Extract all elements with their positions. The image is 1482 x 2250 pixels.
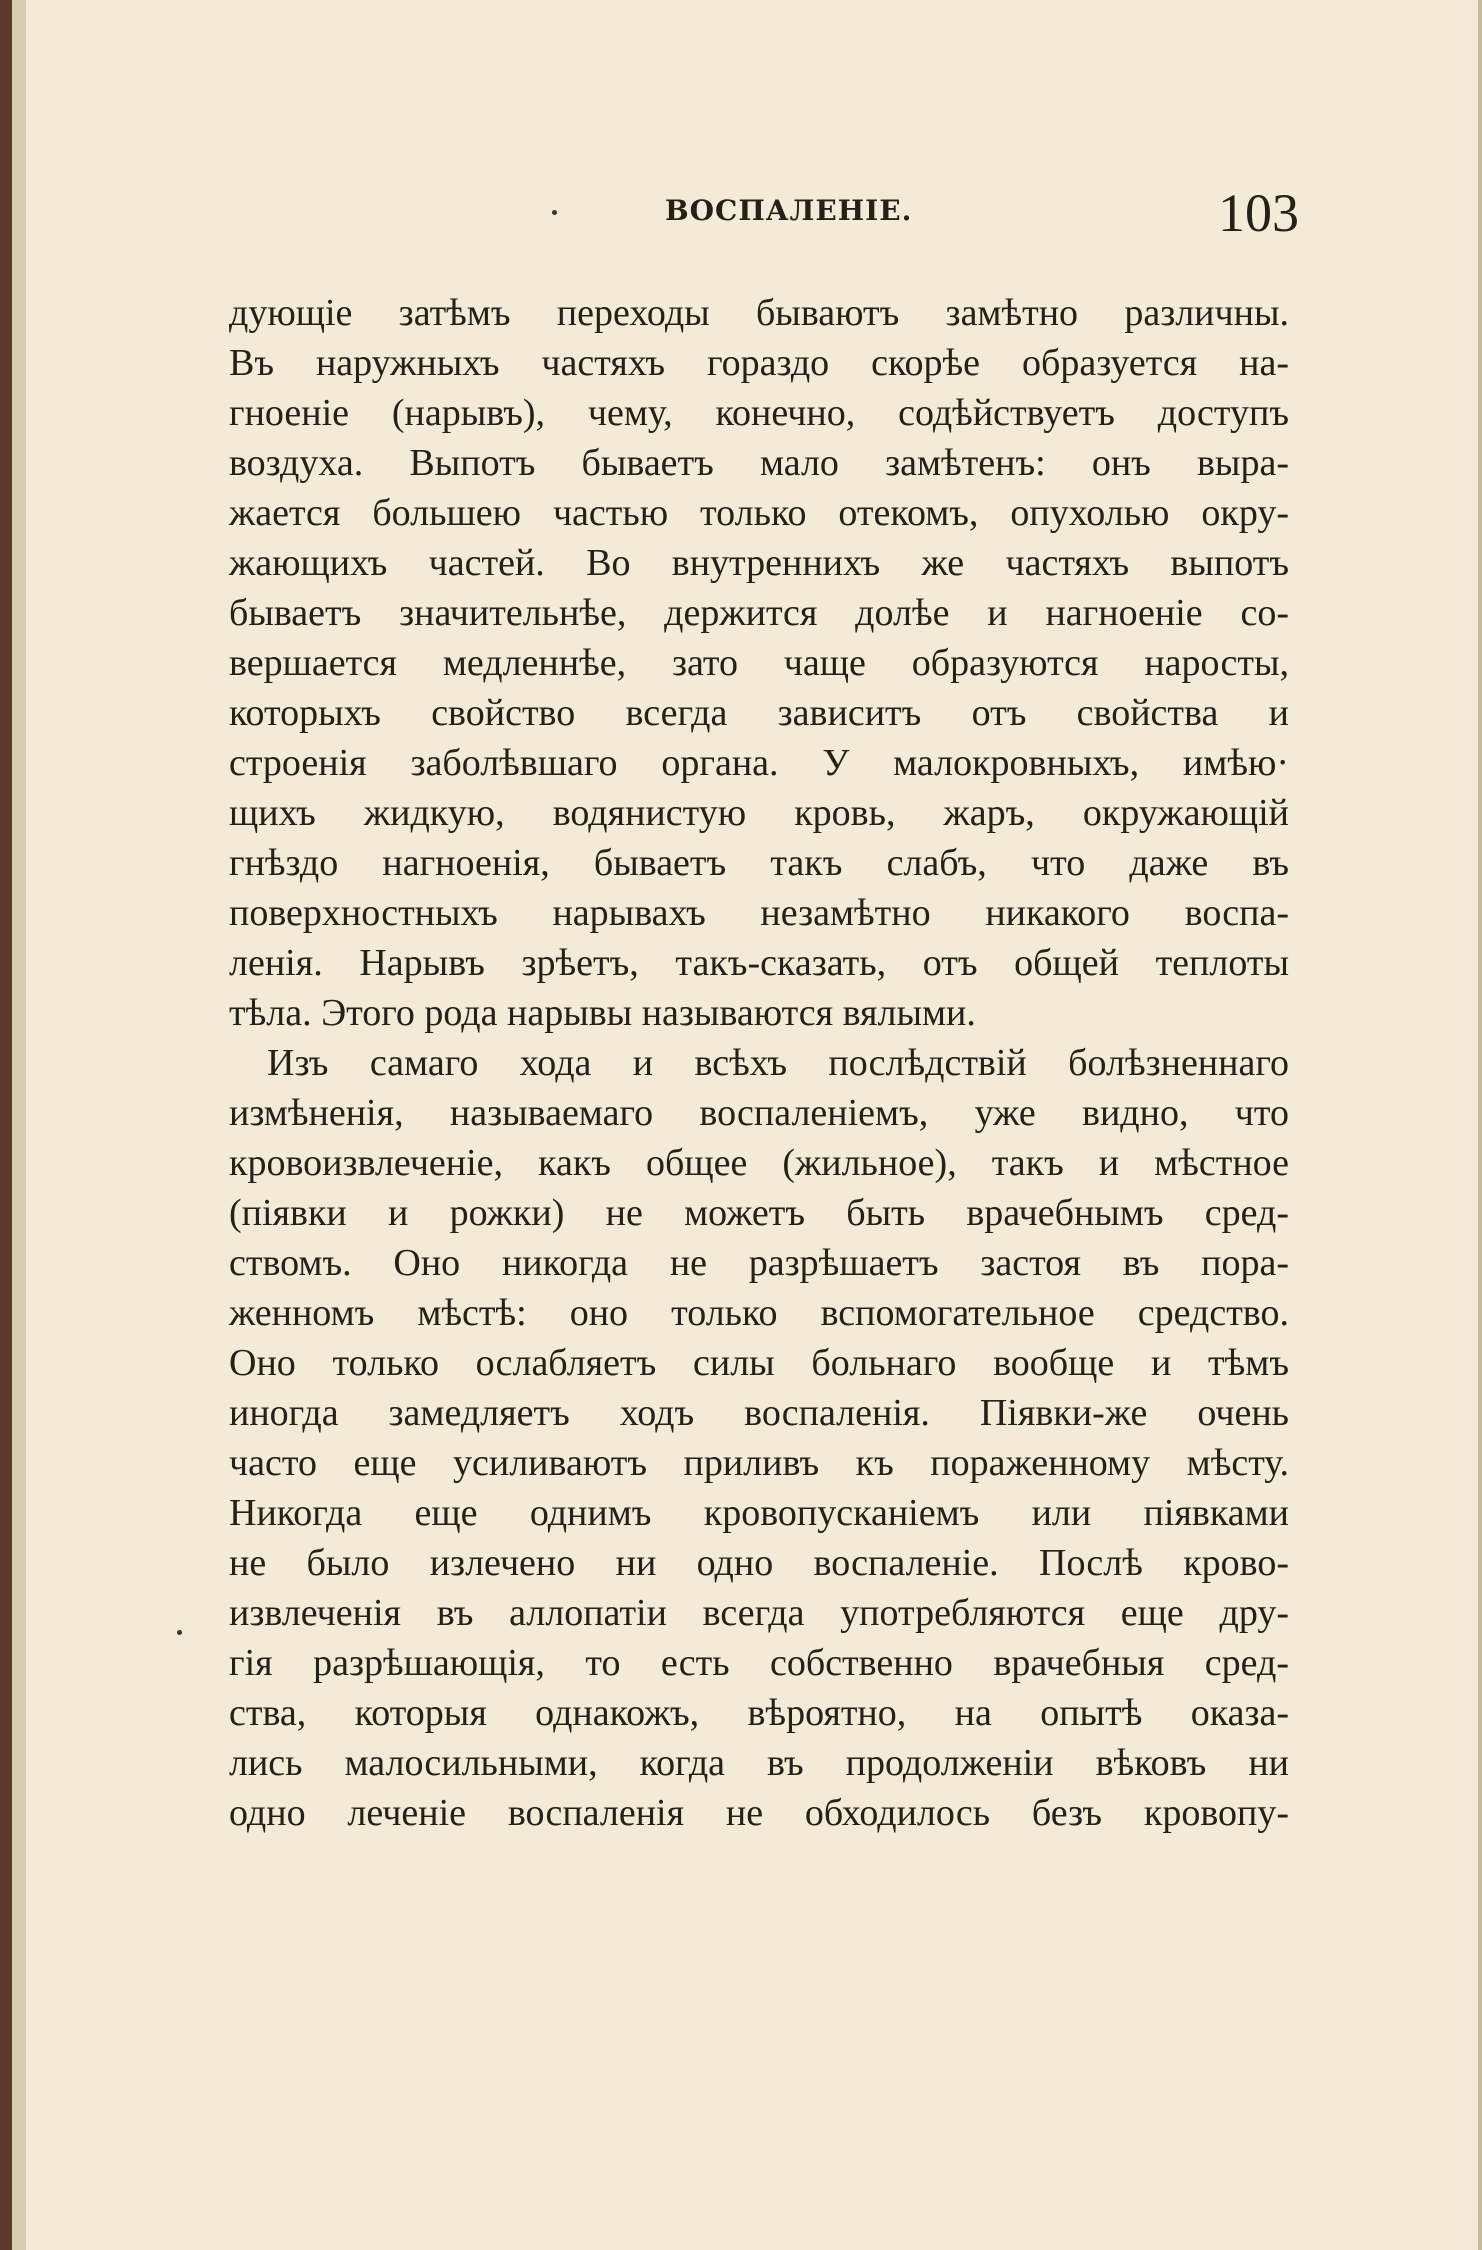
text-line: гія разрѣшающія, то есть собственно врачебныя сред- <box>229 1642 1289 1684</box>
text-line: вершается медленнѣе, зато чаще образуются наросты, <box>229 642 1289 684</box>
text-line: Никогда еще однимъ кровопусканіемъ или піявками <box>229 1492 1289 1534</box>
text-line: часто еще усиливаютъ приливъ къ пораженному мѣсту. <box>229 1442 1289 1484</box>
text-line: измѣненія, называемаго воспаленіемъ, уже видно, что <box>229 1092 1289 1134</box>
text-line: строенія заболѣвшаго органа. У малокровныхъ, имѣю· <box>229 742 1289 784</box>
text-line: женномъ мѣстѣ: оно только вспомогательное средство. <box>229 1292 1289 1334</box>
text-line: лись малосильными, когда въ продолженіи вѣковъ ни <box>229 1742 1289 1784</box>
text-line: гнѣздо нагноенія, бываетъ такъ слабъ, что даже въ <box>229 842 1289 884</box>
text-line: извлеченія въ аллопатіи всегда употребляются еще дру- <box>229 1592 1289 1634</box>
text-line: не было излечено ни одно воспаленіе. Послѣ крово- <box>229 1542 1289 1584</box>
paper-speck <box>552 210 557 215</box>
text-line: жающихъ частей. Во внутреннихъ же частяхъ выпотъ <box>229 542 1289 584</box>
text-line: дующіе затѣмъ переходы бываютъ замѣтно различны. <box>229 292 1289 334</box>
paper-speck <box>177 1630 182 1635</box>
text-line: бываетъ значительнѣе, держится долѣе и нагноеніе со- <box>229 592 1289 634</box>
text-line: Оно только ослабляетъ силы больнаго вообще и тѣмъ <box>229 1342 1289 1384</box>
text-line: тѣла. Этого рода нарывы называются вялыми. <box>229 992 976 1034</box>
text-line: одно леченіе воспаленія не обходилось безъ кровопу- <box>229 1792 1289 1834</box>
text-line: ства, которыя однакожъ, вѣроятно, на опытѣ оказа- <box>229 1692 1289 1734</box>
text-line: ленія. Нарывъ зрѣетъ, такъ-сказать, отъ общей теплоты <box>229 942 1289 984</box>
text-line: Изъ самаго хода и всѣхъ послѣдствій болѣзненнаго <box>267 1042 1289 1084</box>
text-line: жается большею частью только отекомъ, опухолью окру- <box>229 492 1289 534</box>
text-line: поверхностныхъ нарывахъ незамѣтно никакого воспа- <box>229 892 1289 934</box>
page-right-edge <box>1478 0 1482 2250</box>
book-binding-edge <box>0 0 12 2250</box>
text-line: Въ наружныхъ частяхъ гораздо скорѣе образуется на- <box>229 342 1289 384</box>
text-line: щихъ жидкую, водянистую кровь, жаръ, окружающій <box>229 792 1289 834</box>
page-number: 103 <box>1218 183 1299 243</box>
text-line: гноеніе (нарывъ), чему, конечно, содѣйствуетъ доступъ <box>229 392 1289 434</box>
text-line: воздуха. Выпотъ бываетъ мало замѣтенъ: онъ выра- <box>229 442 1289 484</box>
text-line: кровоизвлеченіе, какъ общее (жильное), такъ и мѣстное <box>229 1142 1289 1184</box>
text-line: ствомъ. Оно никогда не разрѣшаетъ застоя въ пора- <box>229 1242 1289 1284</box>
text-line: иногда замедляетъ ходъ воспаленія. Піявки-же очень <box>229 1392 1289 1434</box>
text-line: которыхъ свойство всегда зависитъ отъ свойства и <box>229 692 1289 734</box>
running-head: ВОСПАЛЕНІЕ. <box>665 194 913 227</box>
binding-shadow <box>12 0 26 2250</box>
text-line: (піявки и рожки) не можетъ быть врачебнымъ сред- <box>229 1192 1289 1234</box>
